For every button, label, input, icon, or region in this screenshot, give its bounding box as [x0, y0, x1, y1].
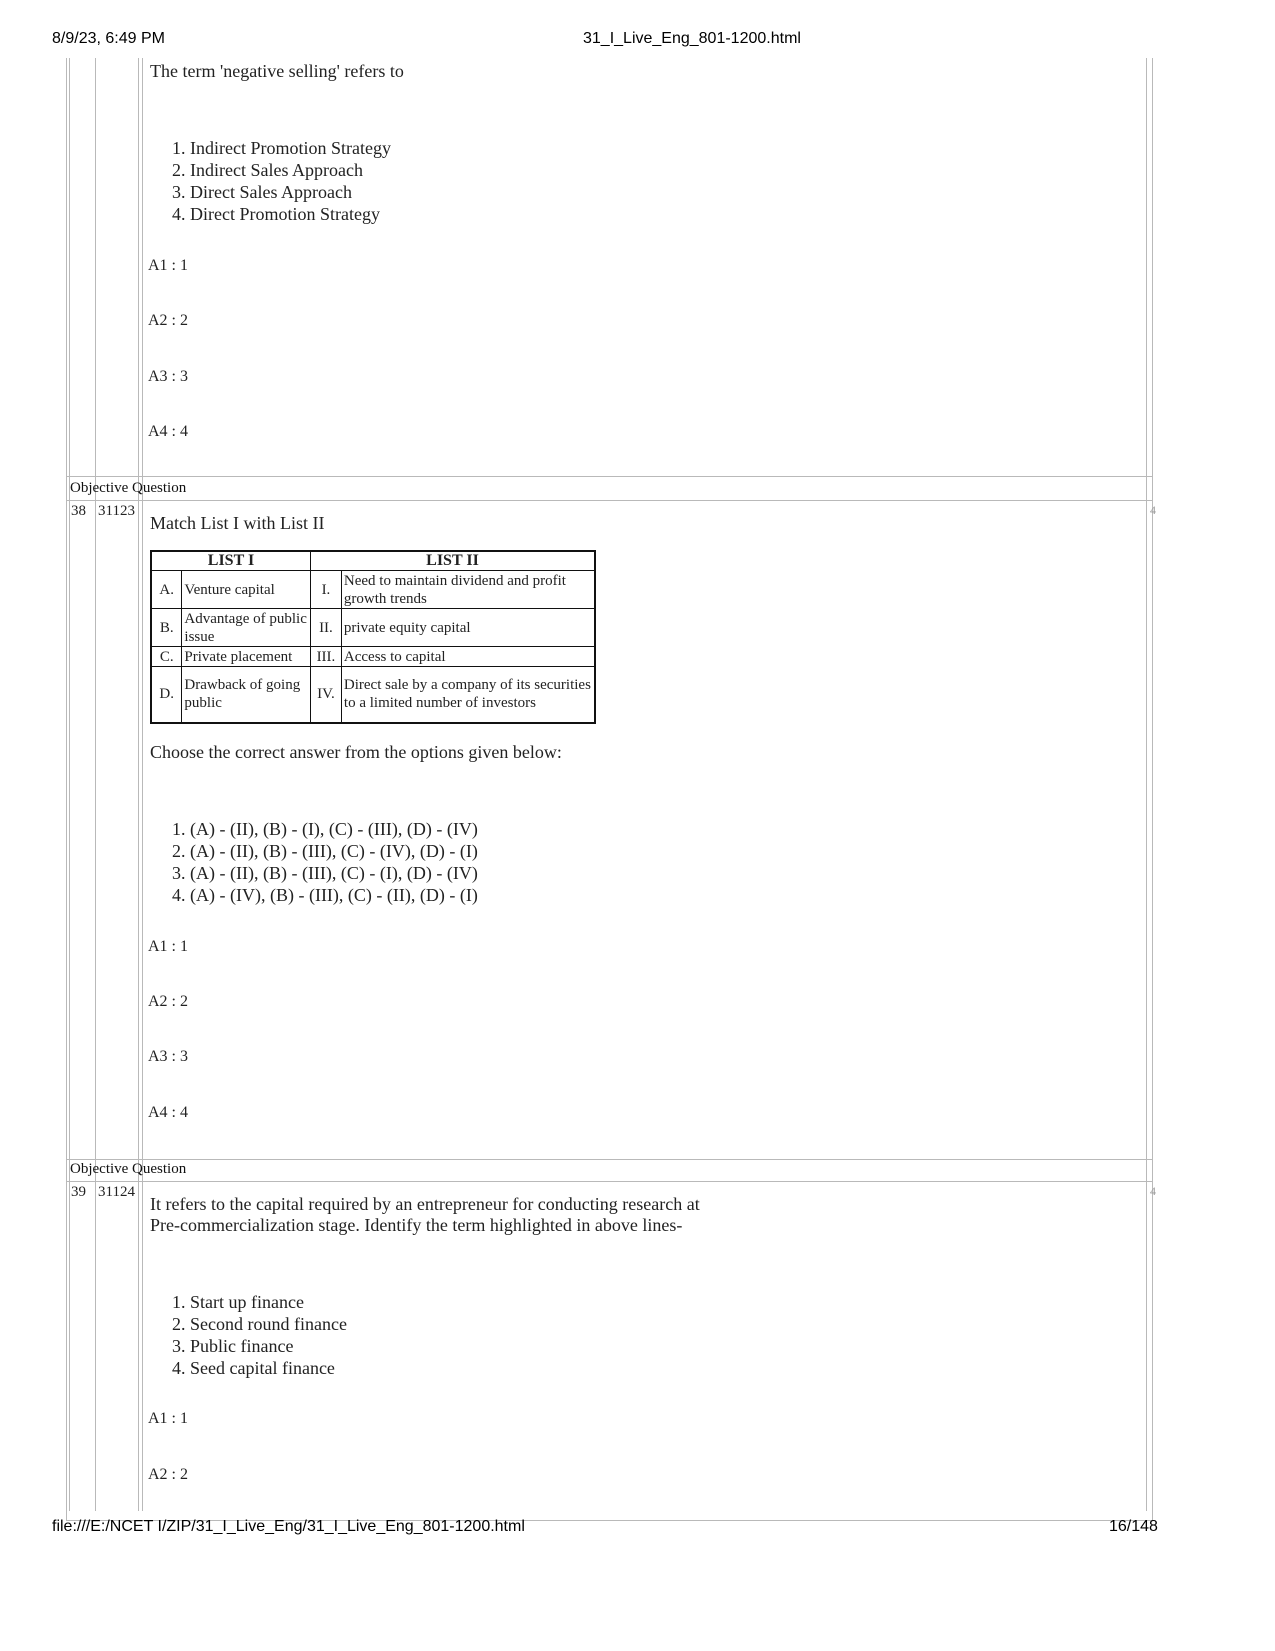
option-item: 4. (A) - (IV), (B) - (III), (C) - (II), (D) - (I)	[190, 884, 478, 906]
option-item: 1. Indirect Promotion Strategy	[190, 137, 391, 159]
question-number: 38	[71, 503, 86, 519]
match-table	[150, 550, 596, 724]
question-id: 31124	[98, 1184, 135, 1200]
option-item: 2. (A) - (II), (B) - (III), (C) - (IV), (D) - (I)	[190, 840, 478, 862]
question-stem: The term 'negative selling' refers to	[150, 61, 404, 81]
question-stem: Match List I with List II	[150, 513, 325, 533]
list-one-item: Advantage of public issue	[182, 609, 311, 647]
question-id: 31123	[98, 503, 135, 519]
answer-label: A2 : 2	[148, 312, 188, 329]
match-table-row	[151, 647, 595, 667]
answer-label: A4 : 4	[148, 423, 188, 440]
answer-label: A1 : 1	[148, 257, 188, 274]
answer-label: A2 : 2	[148, 1466, 188, 1483]
list-two-item: Access to capital	[341, 647, 595, 667]
row-bottom-border	[66, 476, 1153, 477]
answer-label: A2 : 2	[148, 993, 188, 1010]
option-list	[148, 1291, 347, 1379]
question-stem-line-2: Pre-commercialization stage. Identify the term highlighted in above lines-	[150, 1215, 683, 1235]
option-item: 3. Public finance	[190, 1335, 347, 1357]
print-title: 31_I_Live_Eng_801-1200.html	[583, 30, 801, 47]
option-item: 2. Second round finance	[190, 1313, 347, 1335]
match-table-header	[151, 551, 595, 571]
list-two-numeral: III.	[310, 647, 341, 667]
list-one-letter: B.	[151, 609, 182, 647]
option-item: 1. (A) - (II), (B) - (I), (C) - (III), (D) - (IV)	[190, 818, 478, 840]
match-table-row	[151, 609, 595, 647]
list-two-item: private equity capital	[341, 609, 595, 647]
list-two-numeral: II.	[310, 609, 341, 647]
answer-label: A4 : 4	[148, 1104, 188, 1121]
list-two-heading: LIST II	[310, 551, 595, 571]
option-list	[148, 818, 478, 906]
option-item: 4. Direct Promotion Strategy	[190, 203, 391, 225]
list-two-item: Direct sale by a company of its securities to a limited number of investors	[341, 667, 595, 723]
print-file-path: file:///E:/NCET I/ZIP/31_I_Live_Eng/31_I_Live_Eng_801-1200.html	[52, 1518, 525, 1535]
answer-label: A3 : 3	[148, 368, 188, 385]
list-two-item: Need to maintain dividend and profit growth trends	[341, 571, 595, 609]
section-label: Objective Question	[70, 480, 187, 496]
question-stem-line-1: It refers to the capital required by an entrepreneur for conducting research at	[150, 1194, 700, 1214]
option-item: 3. Direct Sales Approach	[190, 181, 391, 203]
option-item: 4. Seed capital finance	[190, 1357, 347, 1379]
list-one-item: Drawback of going public	[182, 667, 311, 723]
print-datetime: 8/9/23, 6:49 PM	[52, 30, 165, 47]
clipped-marks-text: 4	[1150, 1184, 1156, 1198]
list-two-numeral: IV.	[310, 667, 341, 723]
option-item: 3. (A) - (II), (B) - (III), (C) - (I), (D) - (IV)	[190, 862, 478, 884]
list-one-item: Private placement	[182, 647, 311, 667]
answer-label: A3 : 3	[148, 1048, 188, 1065]
section-label: Objective Question	[70, 1161, 187, 1177]
list-one-letter: C.	[151, 647, 182, 667]
list-two-numeral: I.	[310, 571, 341, 609]
option-item: 1. Start up finance	[190, 1291, 347, 1313]
question-prompt: Choose the correct answer from the options given below:	[150, 742, 562, 762]
list-one-heading: LIST I	[151, 551, 310, 571]
option-list	[148, 137, 391, 225]
question-number: 39	[71, 1184, 86, 1200]
list-one-item: Venture capital	[182, 571, 311, 609]
print-page-number: 16/148	[1109, 1518, 1158, 1535]
answer-label: A1 : 1	[148, 1410, 188, 1427]
match-table-row	[151, 667, 595, 723]
match-table-row	[151, 571, 595, 609]
option-item: 2. Indirect Sales Approach	[190, 159, 391, 181]
list-one-letter: A.	[151, 571, 182, 609]
clipped-marks-text: 4	[1150, 503, 1156, 517]
list-one-letter: D.	[151, 667, 182, 723]
answer-label: A1 : 1	[148, 938, 188, 955]
